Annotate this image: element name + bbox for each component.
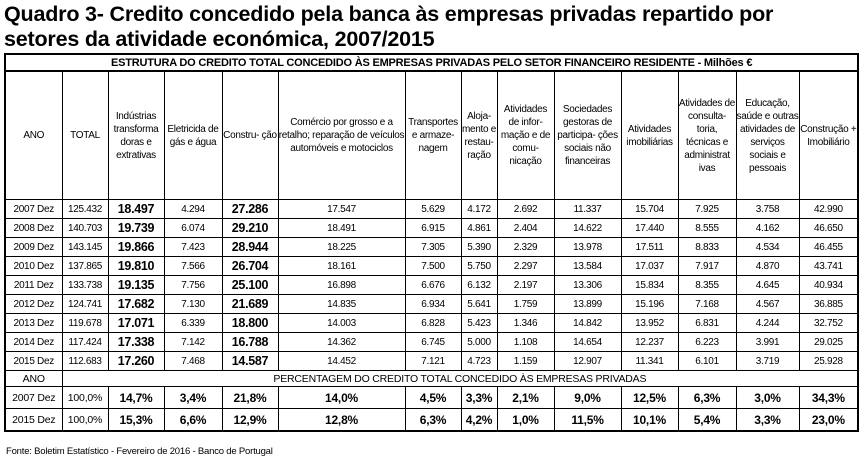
table-cell: 4.172 bbox=[461, 200, 497, 219]
table-cell: 19.866 bbox=[108, 238, 164, 257]
table-cell: 15.196 bbox=[621, 295, 678, 314]
table-cell: 12.907 bbox=[554, 352, 621, 371]
table-cell: 6.676 bbox=[405, 276, 461, 295]
table-cell: 143.145 bbox=[62, 238, 108, 257]
table-cell: 140.703 bbox=[62, 219, 108, 238]
column-header: Atividades imobiliárias bbox=[621, 71, 678, 200]
table-cell: 19.739 bbox=[108, 219, 164, 238]
column-header: Indústrias transforma doras e extrativas bbox=[108, 71, 164, 200]
table-cell: 11.341 bbox=[621, 352, 678, 371]
pct-cell: 11,5% bbox=[554, 409, 621, 432]
table-cell: 2014 Dez bbox=[5, 333, 62, 352]
table-cell: 2013 Dez bbox=[5, 314, 62, 333]
table-cell: 6.223 bbox=[678, 333, 736, 352]
pct-banner: PERCENTAGEM DO CREDITO TOTAL CONCEDIDO ÀS EMPRESAS PRIVADAS bbox=[62, 371, 858, 387]
banner-row bbox=[5, 54, 858, 71]
pct-cell: 1,0% bbox=[497, 409, 554, 432]
table-cell: 8.833 bbox=[678, 238, 736, 257]
table-row bbox=[5, 314, 858, 333]
table-cell: 21.689 bbox=[222, 295, 278, 314]
table-cell: 15.704 bbox=[621, 200, 678, 219]
column-header: Atividades de infor- mação e de comu- nicação bbox=[497, 71, 554, 200]
table-cell: 28.944 bbox=[222, 238, 278, 257]
pct-cell: 3,3% bbox=[461, 387, 497, 409]
table-cell: 14.362 bbox=[278, 333, 405, 352]
table-cell: 18.491 bbox=[278, 219, 405, 238]
table-cell: 7.566 bbox=[164, 257, 222, 276]
pct-cell: 21,8% bbox=[222, 387, 278, 409]
table-cell: 112.683 bbox=[62, 352, 108, 371]
table-cell: 3.991 bbox=[736, 333, 799, 352]
pct-cell: 4,2% bbox=[461, 409, 497, 432]
table-cell: 2.692 bbox=[497, 200, 554, 219]
table-cell: 4.861 bbox=[461, 219, 497, 238]
column-header: ANO bbox=[5, 71, 62, 200]
table-row bbox=[5, 238, 858, 257]
table-cell: 5.750 bbox=[461, 257, 497, 276]
pct-cell: 12,5% bbox=[621, 387, 678, 409]
table-cell: 17.682 bbox=[108, 295, 164, 314]
table-cell: 125.432 bbox=[62, 200, 108, 219]
table-cell: 7.168 bbox=[678, 295, 736, 314]
table-cell: 19.810 bbox=[108, 257, 164, 276]
header-row bbox=[5, 71, 858, 200]
table-cell: 8.355 bbox=[678, 276, 736, 295]
table-cell: 27.286 bbox=[222, 200, 278, 219]
table-cell: 3.758 bbox=[736, 200, 799, 219]
table-cell: 124.741 bbox=[62, 295, 108, 314]
table-cell: 6.132 bbox=[461, 276, 497, 295]
table-cell: 13.978 bbox=[554, 238, 621, 257]
table-cell: 15.834 bbox=[621, 276, 678, 295]
table-row bbox=[5, 219, 858, 238]
pct-cell: 100,0% bbox=[62, 387, 108, 409]
table-cell: 7.756 bbox=[164, 276, 222, 295]
column-header: Constru- ção bbox=[222, 71, 278, 200]
table-cell: 2008 Dez bbox=[5, 219, 62, 238]
table-cell: 6.074 bbox=[164, 219, 222, 238]
table-cell: 119.678 bbox=[62, 314, 108, 333]
pct-cell: 3,4% bbox=[164, 387, 222, 409]
pct-cell: 15,3% bbox=[108, 409, 164, 432]
pct-cell: 12,8% bbox=[278, 409, 405, 432]
table-cell: 2011 Dez bbox=[5, 276, 62, 295]
table-cell: 18.800 bbox=[222, 314, 278, 333]
table-cell: 6.831 bbox=[678, 314, 736, 333]
pct-cell: 10,1% bbox=[621, 409, 678, 432]
table-cell: 11.337 bbox=[554, 200, 621, 219]
table-cell: 25.100 bbox=[222, 276, 278, 295]
table-cell: 2.404 bbox=[497, 219, 554, 238]
table-row bbox=[5, 257, 858, 276]
table-cell: 29.210 bbox=[222, 219, 278, 238]
table-cell: 46.455 bbox=[799, 238, 858, 257]
table-cell: 2015 Dez bbox=[5, 352, 62, 371]
table-cell: 14.587 bbox=[222, 352, 278, 371]
table-cell: 13.899 bbox=[554, 295, 621, 314]
credit-table bbox=[4, 53, 859, 432]
table-banner: ESTRUTURA DO CREDITO TOTAL CONCEDIDO ÀS EMPRESAS PRIVADAS PELO SETOR FINANCEIRO RESIDENTE - Milhões € bbox=[5, 54, 858, 71]
table-cell: 5.641 bbox=[461, 295, 497, 314]
column-header: Atividades de consulta- toria, técnicas e administrat ivas bbox=[678, 71, 736, 200]
table-cell: 2012 Dez bbox=[5, 295, 62, 314]
page-title: Quadro 3- Credito concedido pela banca às empresas privadas repartido por setores da atividade económica, 2007/2015 bbox=[4, 2, 774, 51]
table-cell: 133.738 bbox=[62, 276, 108, 295]
pct-year-label: ANO bbox=[5, 371, 62, 387]
table-cell: 12.237 bbox=[621, 333, 678, 352]
table-cell: 4.162 bbox=[736, 219, 799, 238]
table-cell: 1.159 bbox=[497, 352, 554, 371]
table-cell: 5.629 bbox=[405, 200, 461, 219]
table-cell: 7.142 bbox=[164, 333, 222, 352]
table-cell: 18.225 bbox=[278, 238, 405, 257]
table-cell: 4.870 bbox=[736, 257, 799, 276]
table-cell: 17.440 bbox=[621, 219, 678, 238]
table-cell: 6.745 bbox=[405, 333, 461, 352]
table-cell: 17.260 bbox=[108, 352, 164, 371]
table-cell: 14.835 bbox=[278, 295, 405, 314]
column-header: Transportes e armaze- nagem bbox=[405, 71, 461, 200]
table-cell: 2007 Dez bbox=[5, 200, 62, 219]
pct-cell: 100,0% bbox=[62, 409, 108, 432]
table-cell: 137.865 bbox=[62, 257, 108, 276]
table-cell: 2009 Dez bbox=[5, 238, 62, 257]
column-header: Educação, saúde e outras atividades de serviços sociais e pessoais bbox=[736, 71, 799, 200]
table-cell: 7.468 bbox=[164, 352, 222, 371]
table-cell: 14.654 bbox=[554, 333, 621, 352]
table-row bbox=[5, 333, 858, 352]
table-cell: 14.452 bbox=[278, 352, 405, 371]
table-cell: 1.759 bbox=[497, 295, 554, 314]
pct-cell: 5,4% bbox=[678, 409, 736, 432]
table-cell: 14.842 bbox=[554, 314, 621, 333]
pct-banner-row bbox=[5, 371, 858, 387]
table-cell: 4.567 bbox=[736, 295, 799, 314]
table-cell: 13.306 bbox=[554, 276, 621, 295]
table-cell: 6.101 bbox=[678, 352, 736, 371]
pct-cell: 14,0% bbox=[278, 387, 405, 409]
pct-cell: 9,0% bbox=[554, 387, 621, 409]
table-cell: 42.990 bbox=[799, 200, 858, 219]
table-cell: 19.135 bbox=[108, 276, 164, 295]
column-header: TOTAL bbox=[62, 71, 108, 200]
table-row bbox=[5, 295, 858, 314]
table-cell: 3.719 bbox=[736, 352, 799, 371]
table-cell: 36.885 bbox=[799, 295, 858, 314]
table-cell: 2.197 bbox=[497, 276, 554, 295]
table-cell: 6.934 bbox=[405, 295, 461, 314]
table-cell: 6.339 bbox=[164, 314, 222, 333]
pct-row bbox=[5, 387, 858, 409]
table-cell: 29.025 bbox=[799, 333, 858, 352]
table-cell: 18.497 bbox=[108, 200, 164, 219]
column-header: Eletricida de gás e água bbox=[164, 71, 222, 200]
table-cell: 1.346 bbox=[497, 314, 554, 333]
column-header: Aloja- mento e restau- ração bbox=[461, 71, 497, 200]
table-cell: 5.000 bbox=[461, 333, 497, 352]
pct-cell: 6,3% bbox=[678, 387, 736, 409]
column-header: Comércio por grosso e a retalho; reparação de veículos automóveis e motociclos bbox=[278, 71, 405, 200]
pct-cell: 23,0% bbox=[799, 409, 858, 432]
table-cell: 26.704 bbox=[222, 257, 278, 276]
table-cell: 2010 Dez bbox=[5, 257, 62, 276]
table-cell: 14.622 bbox=[554, 219, 621, 238]
table-cell: 6.828 bbox=[405, 314, 461, 333]
pct-cell: 6,3% bbox=[405, 409, 461, 432]
column-header: Sociedades gestoras de participa- ções sociais não financeiras bbox=[554, 71, 621, 200]
table-cell: 8.555 bbox=[678, 219, 736, 238]
pct-cell: 14,7% bbox=[108, 387, 164, 409]
table-cell: 16.788 bbox=[222, 333, 278, 352]
table-cell: 2.329 bbox=[497, 238, 554, 257]
table-cell: 4.723 bbox=[461, 352, 497, 371]
table-cell: 7.917 bbox=[678, 257, 736, 276]
table-cell: 40.934 bbox=[799, 276, 858, 295]
pct-cell: 2,1% bbox=[497, 387, 554, 409]
table-cell: 4.244 bbox=[736, 314, 799, 333]
table-cell: 32.752 bbox=[799, 314, 858, 333]
table-cell: 117.424 bbox=[62, 333, 108, 352]
table-cell: 4.294 bbox=[164, 200, 222, 219]
pct-cell: 34,3% bbox=[799, 387, 858, 409]
pct-cell: 3,3% bbox=[736, 409, 799, 432]
table-cell: 4.534 bbox=[736, 238, 799, 257]
pct-cell: 6,6% bbox=[164, 409, 222, 432]
table-cell: 46.650 bbox=[799, 219, 858, 238]
table-cell: 43.741 bbox=[799, 257, 858, 276]
table-cell: 1.108 bbox=[497, 333, 554, 352]
pct-cell: 2007 Dez bbox=[5, 387, 62, 409]
table-cell: 4.645 bbox=[736, 276, 799, 295]
table-cell: 17.338 bbox=[108, 333, 164, 352]
pct-cell: 2015 Dez bbox=[5, 409, 62, 432]
table-cell: 13.952 bbox=[621, 314, 678, 333]
table-cell: 7.130 bbox=[164, 295, 222, 314]
table-cell: 25.928 bbox=[799, 352, 858, 371]
table-cell: 17.511 bbox=[621, 238, 678, 257]
table-row bbox=[5, 276, 858, 295]
source-note: Fonte: Boletim Estatístico - Fevereiro de 2016 - Banco de Portugal bbox=[6, 446, 273, 457]
table-cell: 17.547 bbox=[278, 200, 405, 219]
table-cell: 5.423 bbox=[461, 314, 497, 333]
pct-cell: 3,0% bbox=[736, 387, 799, 409]
table-cell: 6.915 bbox=[405, 219, 461, 238]
pct-cell: 12,9% bbox=[222, 409, 278, 432]
table-row bbox=[5, 352, 858, 371]
column-header: Construção + Imobiliário bbox=[799, 71, 858, 200]
table-cell: 7.925 bbox=[678, 200, 736, 219]
table-cell: 16.898 bbox=[278, 276, 405, 295]
pct-row bbox=[5, 409, 858, 432]
table-cell: 7.121 bbox=[405, 352, 461, 371]
table-cell: 7.305 bbox=[405, 238, 461, 257]
table-cell: 7.423 bbox=[164, 238, 222, 257]
table-cell: 13.584 bbox=[554, 257, 621, 276]
table-cell: 7.500 bbox=[405, 257, 461, 276]
table-row bbox=[5, 200, 858, 219]
table-cell: 5.390 bbox=[461, 238, 497, 257]
table-cell: 17.071 bbox=[108, 314, 164, 333]
table-cell: 14.003 bbox=[278, 314, 405, 333]
pct-cell: 4,5% bbox=[405, 387, 461, 409]
table-cell: 2.297 bbox=[497, 257, 554, 276]
table-cell: 18.161 bbox=[278, 257, 405, 276]
table-cell: 17.037 bbox=[621, 257, 678, 276]
